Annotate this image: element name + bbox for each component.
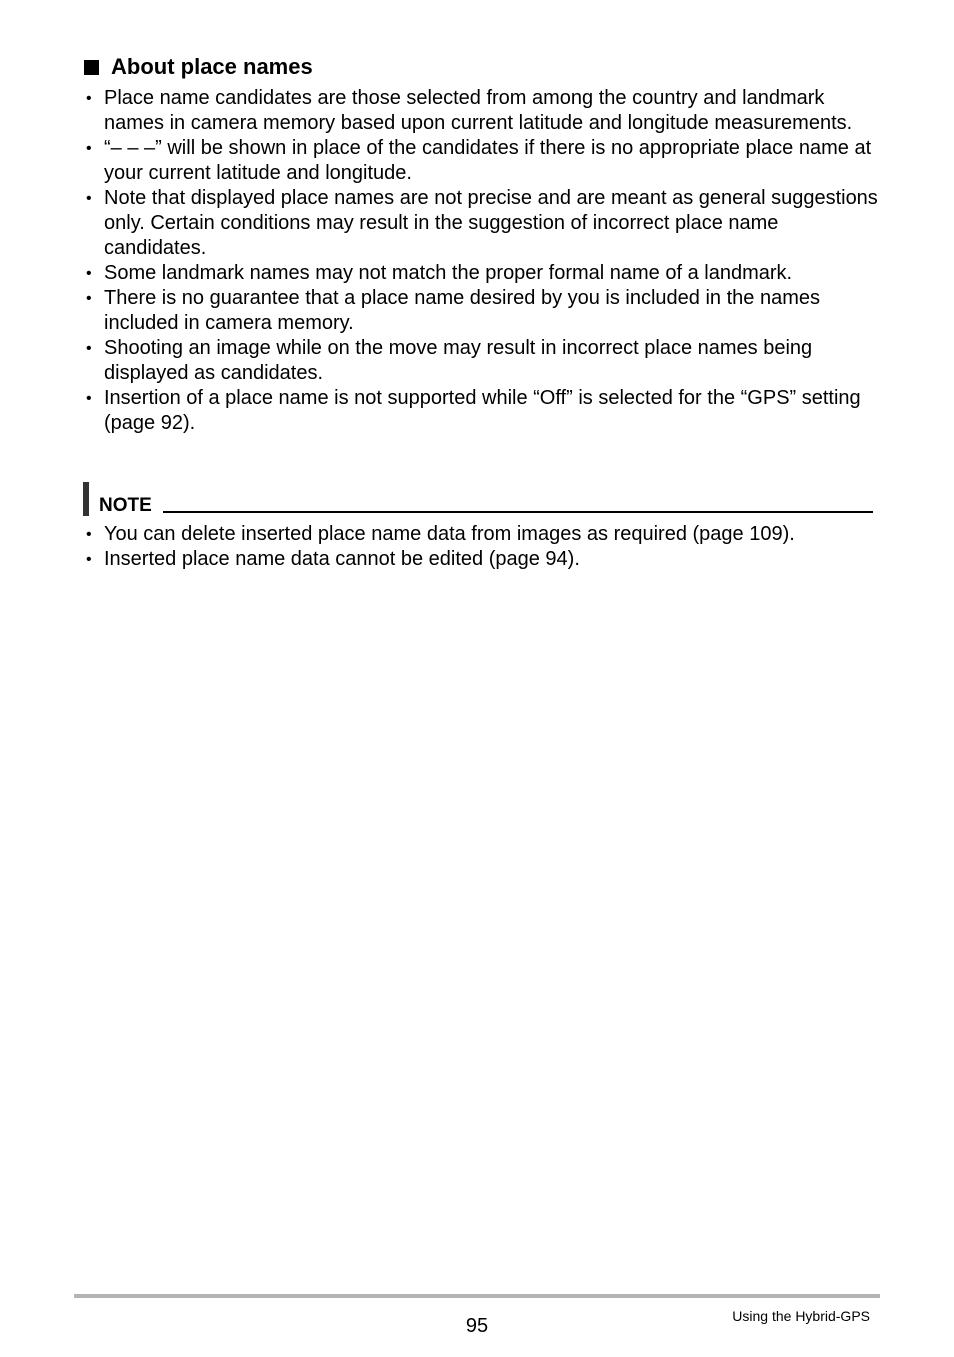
square-bullet-icon bbox=[84, 60, 99, 75]
list-item: • “– – –” will be shown in place of the candidates if there is no appropriate place name at your current latitude and longitude. bbox=[84, 136, 884, 186]
place-name-bullet-list bbox=[84, 86, 884, 436]
list-item: • Note that displayed place names are not precise and are meant as general suggestions only. Certain conditions may result in the suggestion of incorrect place name candidates. bbox=[84, 186, 884, 261]
note-header bbox=[83, 482, 873, 516]
note-divider bbox=[163, 511, 873, 513]
footer-section-label: Using the Hybrid-GPS bbox=[732, 1308, 870, 1324]
list-item: • There is no guarantee that a place name desired by you is included in the names included in camera memory. bbox=[84, 286, 884, 336]
list-item: • You can delete inserted place name data from images as required (page 109). bbox=[84, 522, 884, 547]
note-bar bbox=[83, 482, 89, 516]
list-item: • Shooting an image while on the move may result in incorrect place names being displayed as candidates. bbox=[84, 336, 884, 386]
list-item: • Some landmark names may not match the proper formal name of a landmark. bbox=[84, 261, 884, 286]
page-number: 95 bbox=[465, 1315, 489, 1337]
section-heading bbox=[84, 54, 313, 80]
section-heading-text: About place names bbox=[111, 54, 313, 79]
list-item: • Inserted place name data cannot be edited (page 94). bbox=[84, 547, 884, 572]
note-bullet-list bbox=[84, 522, 884, 572]
list-item: • Place name candidates are those selected from among the country and landmark names in camera memory based upon current latitude and longitude measurements. bbox=[84, 86, 884, 136]
note-label: NOTE bbox=[99, 495, 152, 516]
footer-divider bbox=[74, 1294, 880, 1298]
list-item: • Insertion of a place name is not supported while “Off” is selected for the “GPS” setting (page 92). bbox=[84, 386, 884, 436]
